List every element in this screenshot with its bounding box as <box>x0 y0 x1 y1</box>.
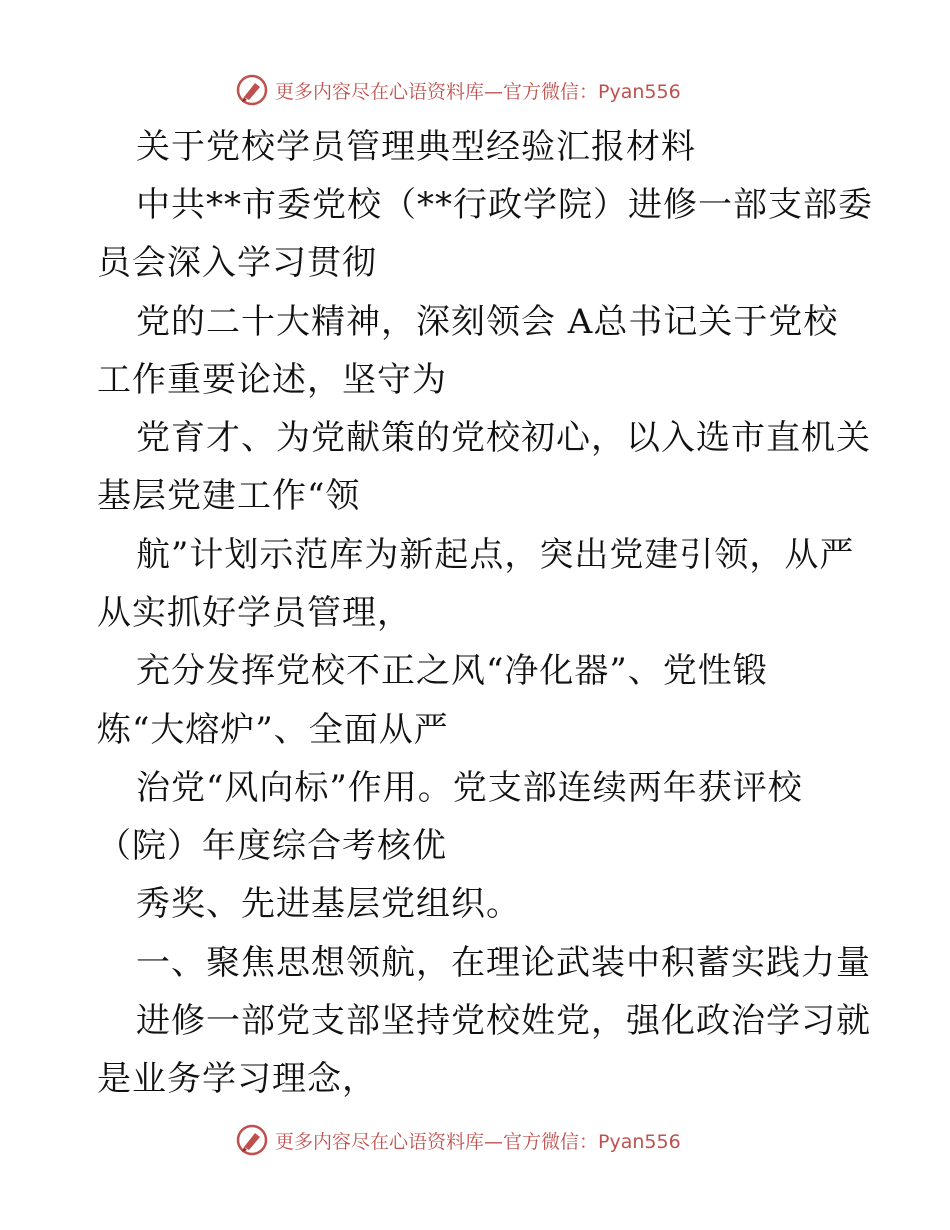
pen-seal-icon <box>235 1123 269 1157</box>
paragraph-line: 基层党建工作“领 <box>97 476 361 516</box>
paragraph-line: 工作重要论述，坚守为 <box>97 360 447 400</box>
paragraph-line: 充分发挥党校不正之风“净化器”、党性锻 <box>136 651 768 691</box>
watermark-text: 更多内容尽在心语资料库—官方微信：Pyan556 <box>275 80 681 103</box>
paragraph-line: 党的二十大精神，深刻领会 A总书记关于党校 <box>136 302 839 342</box>
paragraph-line: 秀奖、先进基层党组织。 <box>136 884 521 924</box>
paragraph-line: 航”计划示范库为新起点，突出党建引领，从严 <box>136 535 855 575</box>
paragraph-line: 党育才、为党献策的党校初心，以入选市直机关 <box>136 418 871 458</box>
watermark-text: 更多内容尽在心语资料库—官方微信：Pyan556 <box>275 1130 681 1153</box>
paragraph-line: 治党“风向标”作用。党支部连续两年获评校 <box>136 768 803 808</box>
paragraph-line: 从实抓好学员管理， <box>97 593 412 633</box>
watermark-footer <box>235 1122 681 1158</box>
paragraph-line: 进修一部党支部坚持党校姓党，强化政治学习就 <box>136 1001 871 1041</box>
section-heading: 一、聚焦思想领航，在理论武装中积蓄实践力量 <box>136 943 871 983</box>
document-title: 关于党校学员管理典型经验汇报材料 <box>136 127 696 167</box>
paragraph-line: 是业务学习理念， <box>97 1059 377 1099</box>
paragraph-line: 员会深入学习贯彻 <box>97 243 377 283</box>
paragraph-line: 炼“大熔炉”、全面从严 <box>97 710 449 750</box>
paragraph-line: （院）年度综合考核优 <box>97 826 447 866</box>
paragraph-line: 中共**市委党校（**行政学院）进修一部支部委 <box>136 185 873 225</box>
